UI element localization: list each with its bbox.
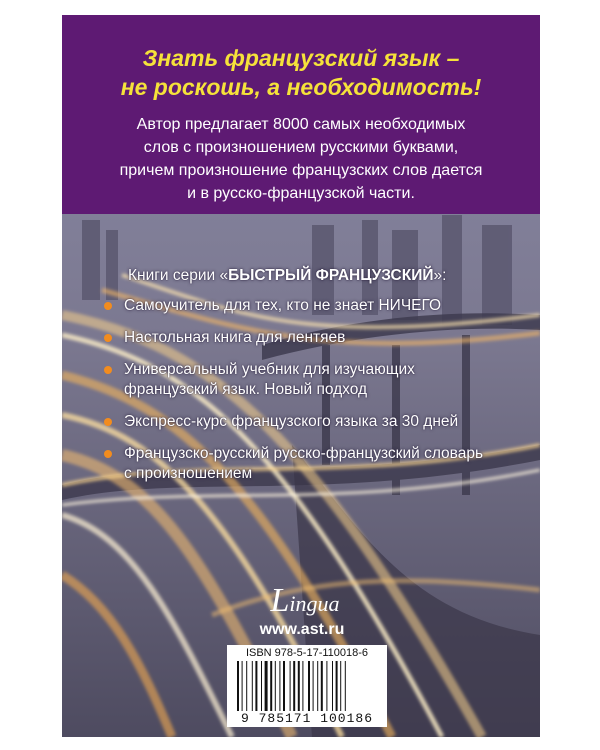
description-line: слов с произношением русскими буквами, (143, 139, 459, 156)
barcode-icon (235, 661, 379, 711)
list-item-text: французский язык. Новый подход (124, 381, 368, 398)
series-suffix: »: (433, 267, 447, 284)
publisher-url[interactable]: www.ast.ru (259, 621, 345, 638)
purple-banner (62, 15, 540, 214)
list-item (104, 360, 524, 400)
book-back-cover (62, 15, 540, 737)
list-item-text: Французско-русский русско-французский словарь (124, 445, 484, 462)
bullet-icon (104, 366, 112, 374)
bullet-icon (104, 302, 112, 310)
description-line: и в русско-французской части. (187, 185, 415, 202)
series-list (104, 266, 524, 496)
list-item (104, 412, 524, 432)
tagline-line-1: Знать французский язык – (142, 45, 460, 71)
list-item (104, 296, 524, 316)
barcode-digits: 9 785171 100186 (240, 711, 374, 726)
list-item-text: с произношением (124, 465, 253, 482)
list-item-text: Настольная книга для лентяев (124, 329, 346, 346)
bullet-icon (104, 334, 112, 342)
tagline-line-2: не роскошь, а необходимость! (120, 74, 482, 100)
list-item-text: Самоучитель для тех, кто не знает НИЧЕГО (124, 297, 442, 314)
logo-rest: ingua (289, 591, 340, 616)
bullet-icon (104, 418, 112, 426)
lingua-logo (245, 582, 365, 620)
list-item-text: Универсальный учебник для изучающих (124, 361, 415, 378)
series-prefix: Книги серии « (128, 267, 229, 284)
barcode-block (227, 645, 387, 727)
description-line: Автор предлагает 8000 самых необходимых (136, 116, 466, 133)
list-item (104, 328, 524, 348)
list-item-text: Экспресс-курс французского языка за 30 дней (124, 413, 459, 430)
list-item (104, 444, 524, 484)
bullet-icon (104, 450, 112, 458)
series-title (128, 266, 524, 286)
logo-initial: L (270, 582, 290, 619)
series-name: БЫСТРЫЙ ФРАНЦУЗСКИЙ (228, 267, 434, 284)
description-line: причем произношение французских слов дается (119, 162, 483, 179)
isbn-number: ISBN 978-5-17-110018-6 (245, 647, 369, 659)
description (76, 113, 526, 205)
